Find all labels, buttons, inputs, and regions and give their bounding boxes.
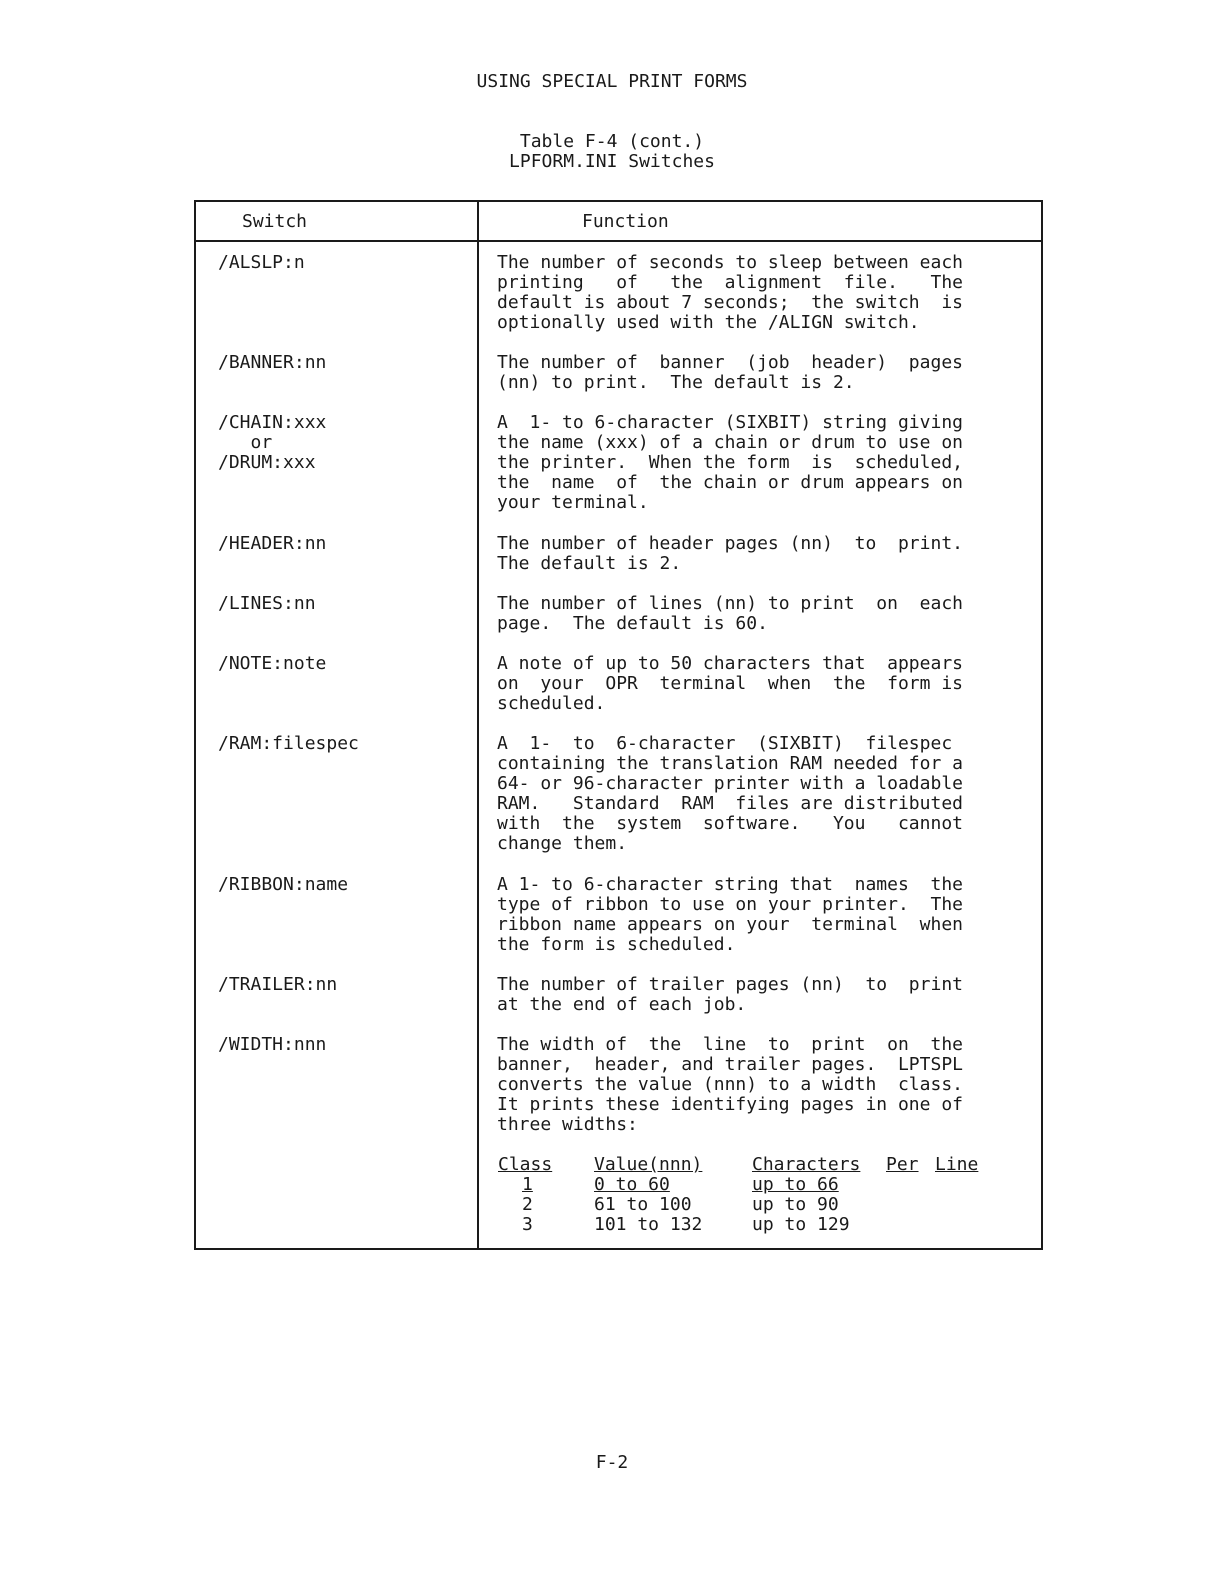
characters-header: Characters (752, 1154, 861, 1175)
function-cell: The number of seconds to sleep between each printing of the alignment file. The default is about 7 seconds; the switch is optionally used with the /ALIGN switch. (497, 252, 963, 333)
function-cell: The width of the line to print on the banner, header, and trailer pages. LPTSPL converts the value (nnn) to a width class. It prints these identifying pages in one of three widths: (497, 1034, 963, 1135)
column-divider (477, 200, 479, 1250)
function-cell: The number of header pages (nn) to print. The default is 2. (497, 533, 963, 574)
function-cell: The number of trailer pages (nn) to print at the end of each job. (497, 974, 963, 1015)
characters-cell: up to 90 (752, 1194, 839, 1215)
value-cell: 61 to 100 (594, 1194, 692, 1215)
class-header: Class (498, 1154, 553, 1175)
table-caption (0, 132, 1224, 172)
function-cell: A 1- to 6-character (SIXBIT) filespec containing the translation RAM needed for a 64- or 96-character printer with a loadable RAM. Standard RAM files are distributed with the system software. You cannot change them. (497, 733, 963, 854)
function-cell: The number of banner (job header) pages (nn) to print. The default is 2. (497, 352, 963, 393)
value-cell: 0 to 60 (594, 1174, 670, 1195)
characters-cell: up to 66 (752, 1174, 839, 1195)
switch-cell: /TRAILER:nn (218, 974, 338, 995)
characters-cell: up to 129 (752, 1214, 850, 1235)
function-cell: A 1- to 6-character string that names the type of ribbon to use on your printer. The ribbon name appears on your terminal when the form is scheduled. (497, 874, 963, 955)
switch-cell: /BANNER:nn (218, 352, 327, 373)
switch-cell: /HEADER:nn (218, 533, 327, 554)
switch-cell: /LINES:nn (218, 593, 316, 614)
switch-cell: /RIBBON:name (218, 874, 349, 895)
switch-cell: /WIDTH:nnn (218, 1034, 327, 1055)
header-rule (194, 240, 1043, 242)
function-cell: The number of lines (nn) to print on each page. The default is 60. (497, 593, 963, 634)
switch-column-header: Switch (242, 211, 308, 232)
running-head: USING SPECIAL PRINT FORMS (476, 71, 748, 92)
class-cell: 1 (522, 1174, 533, 1195)
table-number: Table F-4 (cont.) (519, 131, 705, 152)
page-number: F-2 (595, 1452, 629, 1473)
switch-cell: /CHAIN:xxx or /DRUM:xxx (218, 412, 327, 473)
function-cell: A 1- to 6-character (SIXBIT) string giving the name (xxx) of a chain or drum to use on the printer. When the form is scheduled, the name of the chain or drum appears on your terminal. (497, 412, 963, 513)
value-cell: 101 to 132 (594, 1214, 703, 1235)
function-cell: A note of up to 50 characters that appears on your OPR terminal when the form is scheduled. (497, 653, 963, 714)
class-cell: 2 (522, 1194, 533, 1215)
per-header: Per (886, 1154, 919, 1175)
line-header: Line (935, 1154, 979, 1175)
switch-cell: /NOTE:note (218, 653, 327, 674)
switch-cell: /ALSLP:n (218, 252, 305, 273)
switch-cell: /RAM:filespec (218, 733, 359, 754)
table-title: LPFORM.INI Switches (509, 151, 715, 172)
function-column-header: Function (582, 211, 669, 232)
class-cell: 3 (522, 1214, 533, 1235)
value-header: Value(nnn) (594, 1154, 703, 1175)
